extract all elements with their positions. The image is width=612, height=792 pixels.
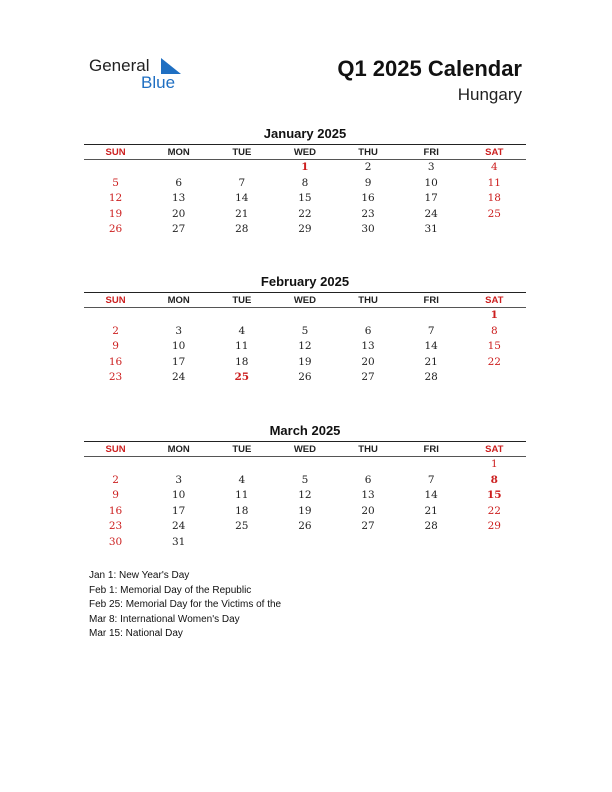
day-cell: 8	[490, 473, 498, 486]
day-cell: 30	[361, 223, 375, 236]
day-cell: 15	[487, 489, 502, 502]
day-cell: 16	[108, 504, 123, 517]
day-cell: 21	[424, 355, 438, 368]
day-cell: 9	[112, 489, 119, 502]
day-cell: 28	[424, 371, 438, 384]
day-cell: 10	[172, 340, 186, 353]
day-cell: 6	[364, 324, 372, 337]
day-cell: 16	[361, 192, 375, 205]
day-cell: 14	[424, 340, 438, 353]
day-cell: 28	[424, 520, 438, 533]
day-cell: 8	[301, 176, 309, 189]
empty-day-cell	[400, 457, 463, 473]
day-cell: 12	[108, 192, 123, 205]
day-cell: 6	[364, 473, 372, 486]
day-cell: 29	[487, 520, 501, 533]
day-cell: 24	[424, 207, 438, 220]
weekday-header: WED	[293, 295, 317, 306]
day-cell: 10	[172, 489, 186, 502]
day-cell: 23	[108, 371, 123, 384]
week-row	[84, 207, 526, 223]
day-cell: 17	[424, 192, 438, 205]
day-cell: 14	[424, 489, 438, 502]
day-cell: 31	[172, 535, 186, 548]
day-cell: 21	[235, 207, 249, 220]
day-cell: 23	[108, 520, 123, 533]
holiday-list-item: Mar 15: National Day	[89, 628, 183, 639]
day-cell: 25	[234, 371, 250, 384]
week-row	[84, 519, 526, 535]
day-cell: 3	[175, 473, 183, 486]
empty-day-cell	[273, 535, 336, 551]
generalblue-logo	[89, 56, 189, 96]
day-cell: 15	[487, 340, 501, 353]
day-cell: 7	[427, 324, 435, 337]
day-cell: 29	[298, 223, 312, 236]
day-cell: 18	[235, 504, 249, 517]
day-cell: 13	[361, 340, 375, 353]
empty-day-cell	[400, 308, 463, 324]
week-row	[84, 308, 526, 324]
week-row	[84, 324, 526, 340]
day-cell: 21	[424, 504, 438, 517]
country-name: Hungary	[457, 85, 522, 104]
logo-triangle-icon	[161, 58, 181, 74]
empty-day-cell	[463, 535, 526, 551]
holiday-list-item: Mar 8: International Women's Day	[89, 613, 240, 625]
weekday-header: SAT	[485, 147, 504, 158]
day-cell: 19	[298, 355, 312, 368]
day-cell: 14	[235, 192, 249, 205]
weekday-header: MON	[167, 444, 190, 455]
day-cell: 9	[112, 340, 119, 353]
empty-day-cell	[84, 308, 147, 324]
day-cell: 17	[172, 504, 186, 517]
day-cell: 12	[298, 340, 312, 353]
weekday-header: SUN	[105, 295, 126, 306]
day-cell: 1	[490, 309, 498, 321]
week-row	[84, 488, 526, 504]
week-row	[84, 473, 526, 489]
week-row	[84, 222, 526, 238]
day-cell: 18	[487, 192, 501, 205]
empty-day-cell	[84, 457, 147, 473]
empty-day-cell	[273, 308, 336, 324]
day-cell: 22	[487, 355, 501, 368]
month-calendar-march	[84, 421, 526, 551]
empty-day-cell	[147, 160, 210, 176]
day-cell: 26	[108, 223, 123, 236]
holiday-list-item: Jan 1: New Year's Day	[89, 570, 190, 581]
weekday-header-row	[84, 441, 526, 457]
day-cell: 27	[361, 371, 375, 384]
weekday-header: WED	[293, 444, 317, 455]
weekday-header: TUE	[232, 444, 252, 455]
week-row	[84, 457, 526, 473]
day-cell: 12	[298, 489, 312, 502]
holiday-list-item: Feb 25: Memorial Day for the Victims of the	[89, 599, 282, 610]
empty-day-cell	[463, 370, 526, 386]
month-title: March 2025	[269, 423, 341, 438]
day-cell: 31	[424, 223, 438, 236]
day-cell: 5	[301, 324, 309, 337]
day-cell: 2	[112, 473, 119, 486]
week-row	[84, 370, 526, 386]
day-cell: 13	[361, 489, 375, 502]
empty-day-cell	[84, 160, 147, 176]
day-cell: 24	[172, 371, 186, 384]
month-calendar-february	[84, 272, 526, 386]
day-cell: 9	[364, 176, 372, 189]
day-cell: 19	[108, 207, 123, 220]
day-cell: 2	[364, 161, 372, 173]
day-cell: 11	[235, 489, 249, 502]
month-title: January 2025	[263, 126, 347, 141]
day-cell: 2	[112, 324, 119, 337]
day-cell: 4	[490, 161, 498, 173]
weekday-header: SAT	[485, 444, 504, 455]
day-cell: 28	[235, 223, 249, 236]
day-cell: 27	[172, 223, 186, 236]
day-cell: 1	[490, 458, 498, 470]
day-cell: 20	[361, 504, 375, 517]
day-cell: 11	[487, 176, 501, 189]
weekday-header: TUE	[232, 147, 252, 158]
day-cell: 18	[235, 355, 249, 368]
day-cell: 8	[490, 324, 498, 337]
empty-day-cell	[337, 308, 400, 324]
day-cell: 5	[301, 473, 309, 486]
week-row	[84, 535, 526, 551]
week-row	[84, 504, 526, 520]
day-cell: 17	[172, 355, 186, 368]
weekday-header-row	[84, 144, 526, 160]
day-cell: 7	[238, 176, 246, 189]
day-cell: 13	[172, 192, 186, 205]
weekday-header: MON	[167, 295, 190, 306]
empty-day-cell	[400, 535, 463, 551]
weekday-header: SAT	[485, 295, 504, 306]
day-cell: 26	[298, 371, 312, 384]
day-cell: 24	[172, 520, 186, 533]
weekday-header: SUN	[105, 147, 126, 158]
day-cell: 30	[108, 535, 123, 548]
empty-day-cell	[337, 535, 400, 551]
day-cell: 3	[427, 161, 435, 173]
day-cell: 4	[238, 324, 246, 337]
weekday-header: TUE	[232, 295, 252, 306]
day-cell: 7	[427, 473, 435, 486]
day-cell: 16	[108, 355, 123, 368]
holiday-list	[89, 569, 319, 642]
empty-day-cell	[147, 308, 210, 324]
day-cell: 19	[298, 504, 312, 517]
day-cell: 22	[298, 207, 312, 220]
day-cell: 23	[361, 207, 375, 220]
weekday-header: THU	[358, 147, 378, 158]
empty-day-cell	[463, 222, 526, 238]
holiday-list-item: Feb 1: Memorial Day of the Republic	[89, 584, 252, 596]
empty-day-cell	[210, 535, 273, 551]
page-title: Q1 2025 Calendar	[337, 56, 522, 81]
day-cell: 10	[424, 176, 438, 189]
week-row	[84, 176, 526, 192]
week-row	[84, 339, 526, 355]
empty-day-cell	[210, 160, 273, 176]
day-cell: 11	[235, 340, 249, 353]
day-cell: 22	[487, 504, 501, 517]
weekday-header: MON	[167, 147, 190, 158]
weekday-header: WED	[293, 147, 317, 158]
day-cell: 3	[175, 324, 183, 337]
month-calendar-january	[84, 124, 526, 238]
weekday-header: THU	[358, 444, 378, 455]
week-row	[84, 160, 526, 176]
logo-text-general: General	[89, 56, 150, 75]
day-cell: 15	[298, 192, 312, 205]
day-cell: 5	[112, 176, 119, 189]
day-cell: 1	[301, 161, 309, 173]
empty-day-cell	[210, 457, 273, 473]
weekday-header: FRI	[423, 444, 439, 455]
weekday-header: THU	[358, 295, 378, 306]
weekday-header: FRI	[423, 147, 439, 158]
empty-day-cell	[210, 308, 273, 324]
day-cell: 26	[298, 520, 312, 533]
month-title: February 2025	[260, 274, 350, 289]
day-cell: 25	[235, 520, 249, 533]
day-cell: 4	[238, 473, 246, 486]
empty-day-cell	[337, 457, 400, 473]
weekday-header-row	[84, 292, 526, 308]
week-row	[84, 355, 526, 371]
week-row	[84, 191, 526, 207]
logo-text-blue: Blue	[141, 73, 176, 92]
weekday-header: FRI	[423, 295, 439, 306]
day-cell: 6	[175, 176, 183, 189]
empty-day-cell	[273, 457, 336, 473]
day-cell: 27	[361, 520, 375, 533]
day-cell: 20	[361, 355, 375, 368]
weekday-header: SUN	[105, 444, 126, 455]
day-cell: 20	[172, 207, 186, 220]
empty-day-cell	[147, 457, 210, 473]
day-cell: 25	[487, 207, 501, 220]
